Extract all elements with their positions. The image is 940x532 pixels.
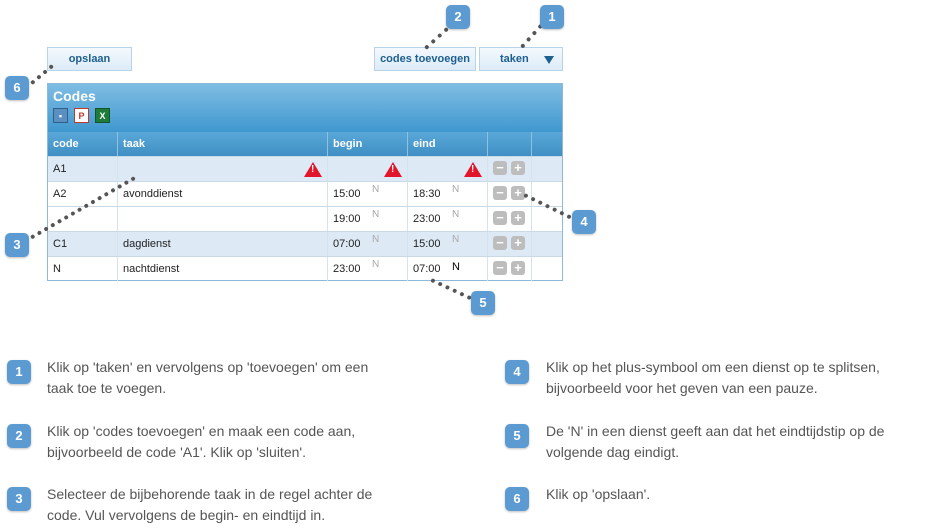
instruction-badge-5: 5 [505,424,529,448]
callout-badge-4: 4 [572,210,596,234]
minus-icon[interactable]: − [493,236,507,250]
next-day-flag[interactable]: N [372,209,380,220]
begin-value: 19:00 [333,213,361,225]
begin-value: 07:00 [333,238,361,250]
instruction-badge-3: 3 [7,487,31,511]
code-cell[interactable]: C1 [48,232,118,256]
task-cell[interactable] [118,157,328,181]
end-cell[interactable] [408,157,488,181]
begin-cell[interactable] [328,157,408,181]
instruction-text-3: Selecteer de bijbehorende taak in de regel achter de code. Vul vervolgens de begin- en eindtijd in. [47,486,373,523]
instruction-badge-1: 1 [7,360,31,384]
minus-icon[interactable]: − [493,211,507,225]
end-value: 07:00 [413,263,441,275]
task-cell[interactable]: dagdienst [118,232,328,256]
code-cell[interactable]: N [48,257,118,281]
callout-badge-5: 5 [471,291,495,315]
plus-icon[interactable]: + [511,161,525,175]
next-day-flag[interactable]: N [452,234,460,245]
save-icon[interactable]: ▪ [53,108,68,123]
begin-value: 15:00 [333,188,361,200]
actions-cell [488,232,532,256]
end-value: 23:00 [413,213,441,225]
next-day-flag[interactable]: N [372,234,380,245]
panel-title: Codes [53,88,96,104]
task-cell[interactable] [118,207,328,231]
instruction-badge-2: 2 [7,424,31,448]
plus-icon[interactable]: + [511,261,525,275]
codes-add-button-label: codes toevoegen [380,53,470,65]
instruction-text-1: Klik op 'taken' en vervolgens op 'toevoegen' om een taak toe te voegen. [47,359,369,396]
table-row [48,231,562,256]
codes-add-button[interactable] [374,47,476,71]
begin-value: 23:00 [333,263,361,275]
actions-cell [488,207,532,231]
end-cell[interactable] [408,207,488,231]
next-day-flag[interactable]: N [372,259,380,270]
leader-line-5 [430,278,472,300]
task-cell[interactable]: avonddienst [118,182,328,206]
table-header [48,132,562,156]
code-cell[interactable]: A1 [48,157,118,181]
begin-cell[interactable] [328,207,408,231]
instruction-badge-6: 6 [505,487,529,511]
instruction-text-5: De 'N' in een dienst geeft aan dat het eindtijdstip op de volgende dag eindigt. [546,423,885,460]
actions-cell [488,157,532,181]
panel-tools [53,108,110,123]
column-header-actions [488,132,532,156]
table-row [48,206,562,231]
table-row [48,256,562,281]
minus-icon[interactable]: − [493,261,507,275]
actions-cell [488,257,532,281]
leader-line-6 [30,64,54,85]
end-cell[interactable] [408,257,488,281]
code-cell[interactable]: A2 [48,182,118,206]
warning-icon: ! [464,162,482,177]
end-value: 18:30 [413,188,441,200]
plus-icon[interactable]: + [511,236,525,250]
end-value: 15:00 [413,238,441,250]
next-day-flag[interactable]: N [452,184,460,195]
next-day-flag-active[interactable]: N [452,261,460,273]
column-header-end[interactable]: eind [408,132,488,156]
plus-icon[interactable]: + [511,211,525,225]
excel-icon[interactable]: X [95,108,110,123]
next-day-flag[interactable]: N [372,184,380,195]
task-cell[interactable]: nachtdienst [118,257,328,281]
leader-line-1 [520,24,543,49]
warning-icon: ! [304,162,322,177]
callout-badge-6: 6 [5,76,29,100]
minus-icon[interactable]: − [493,161,507,175]
plus-icon[interactable]: + [511,186,525,200]
instruction-badge-4: 4 [505,360,529,384]
instruction-text-4: Klik op het plus-symbool om een dienst op te splitsen, bijvoorbeeld voor het geven van een pauze. [546,359,880,396]
next-day-flag[interactable]: N [452,209,460,220]
save-button[interactable] [47,47,132,71]
end-cell[interactable] [408,182,488,206]
callout-badge-2: 2 [446,5,470,29]
warning-icon: ! [384,162,402,177]
pdf-icon[interactable]: P [74,108,89,123]
panel-header [48,84,562,132]
column-header-task[interactable]: taak [118,132,328,156]
table-row [48,156,562,181]
instruction-text-2: Klik op 'codes toevoegen' en maak een code aan, bijvoorbeeld de code 'A1'. Klik op 'sluiten'. [47,423,356,460]
callout-badge-3: 3 [5,233,29,257]
begin-cell[interactable] [328,257,408,281]
minus-icon[interactable]: − [493,186,507,200]
column-header-begin[interactable]: begin [328,132,408,156]
callout-badge-1: 1 [540,5,564,29]
save-button-label: opslaan [68,53,111,65]
tasks-dropdown[interactable] [479,47,563,71]
begin-cell[interactable] [328,182,408,206]
end-cell[interactable] [408,232,488,256]
chevron-down-icon [544,56,554,64]
column-header-code[interactable]: code [48,132,118,156]
begin-cell[interactable] [328,232,408,256]
instruction-text-6: Klik op 'opslaan'. [546,486,651,502]
tasks-dropdown-label: taken [500,53,529,65]
